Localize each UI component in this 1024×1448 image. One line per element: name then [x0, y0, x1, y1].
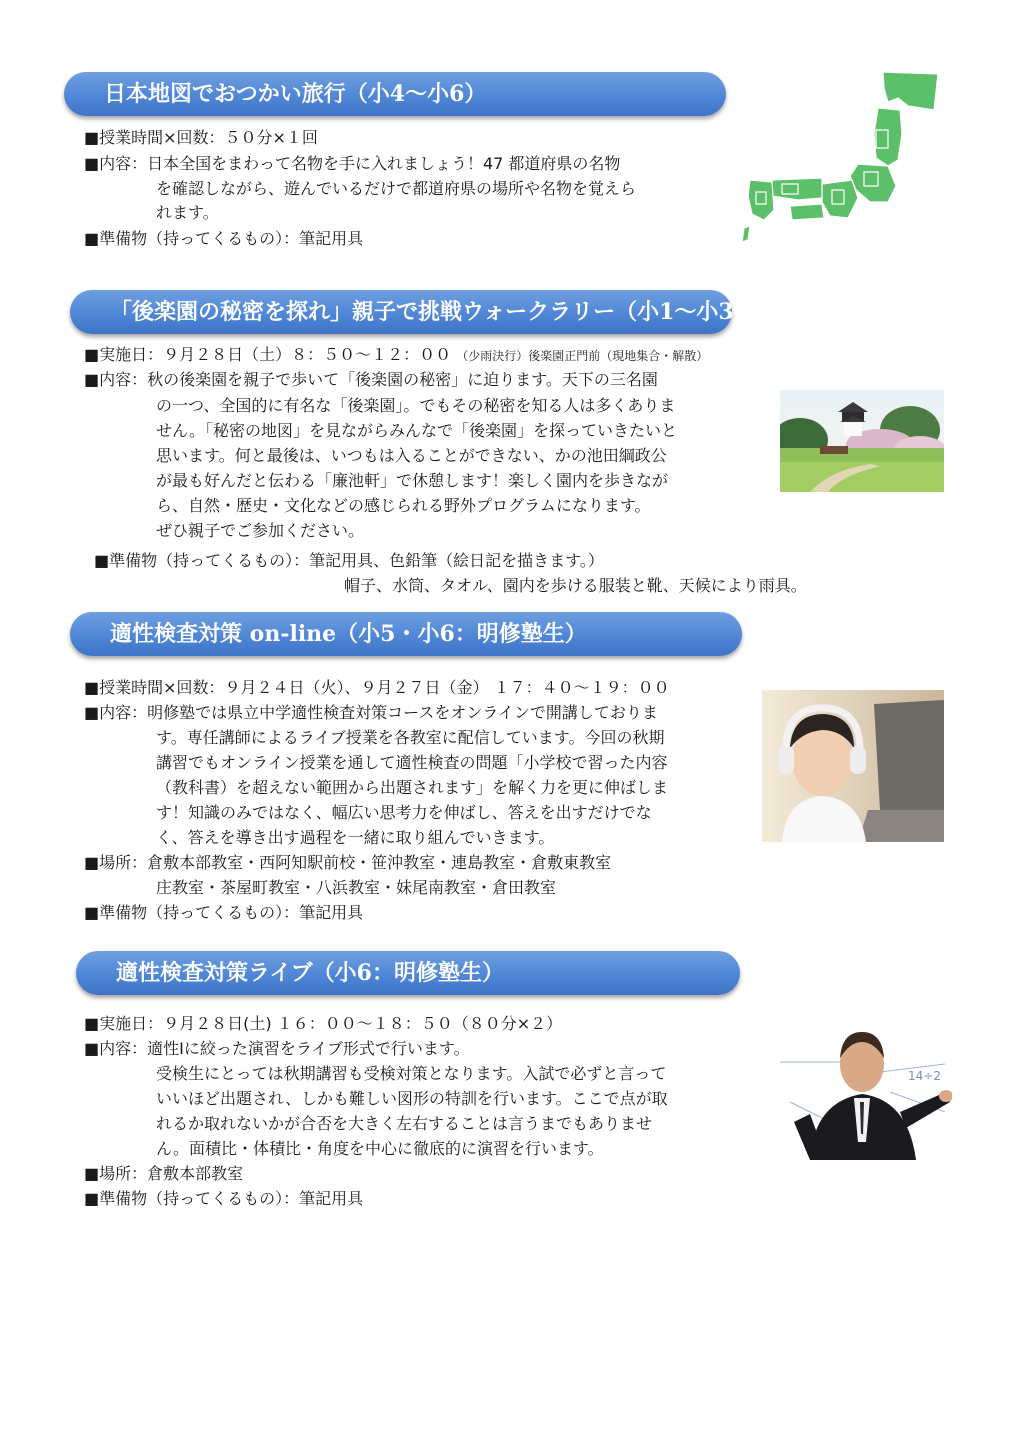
section-1-line-4: れます。	[156, 203, 219, 222]
section-3-line-2: ■内容：明修塾では県立中学適性検査対策コースをオンラインで開講しておりま	[84, 703, 658, 722]
student-headphones-photo	[762, 690, 944, 842]
section-2-line-1: ■内容：秋の後楽園を親子で歩いて「後楽園の秘密」に迫ります。天下の三名園	[84, 370, 658, 389]
japan-map-image	[738, 68, 950, 246]
garden-castle-photo	[780, 390, 944, 492]
section-2-line-2: の一つ、全国的に有名な「後楽園」。でもその秘密を知る人は多くありま	[156, 396, 676, 415]
section-2-line-4: 思います。何と最後は、いつもは入ることができない、かの池田綱政公	[156, 446, 667, 465]
section-3-line-1: ■授業時間×回数：９月２４日（火）、９月２７日（金） １７：４０～１９：００	[84, 678, 670, 697]
section-3-line-6: す！知識のみではなく、幅広い思考力を伸ばし、答えを出すだけでな	[156, 803, 652, 822]
section-4-line-3: 受検生にとっては秋期講習も受検対策となります。入試で必ずと言って	[156, 1064, 667, 1083]
section-1-title: 日本地図でおつかい旅行（小4～小6）	[64, 72, 726, 116]
section-4-line-6: ん。面積比・体積比・角度を中心に徹底的に演習を行います。	[156, 1139, 604, 1158]
svg-text:14÷2: 14÷2	[908, 1069, 941, 1083]
section-3-title: 適性検査対策 on-line（小5・小6：明修塾生）	[70, 612, 742, 656]
section-2-line-9: 帽子、水筒、タオル、園内を歩ける服装と靴、天候により雨具。	[344, 576, 807, 595]
section-3-line-7: く、答えを導き出す過程を一緒に取り組んでいきます。	[156, 828, 555, 847]
section-3-line-10: ■準備物（持ってくるもの）：筆記用具	[84, 903, 364, 922]
section-4-line-2: ■内容：適性Ⅰに絞った演習をライブ形式で行います。	[84, 1039, 470, 1058]
section-3-line-3: す。専任講師によるライブ授業を各教室に配信しています。今回の秋期	[156, 728, 665, 747]
section-2-line-7: ぜひ親子でご参加ください。	[156, 521, 365, 540]
section-2-date	[84, 344, 708, 367]
section-2-date-note: （少雨決行）後楽園正門前（現地集合・解散）	[456, 349, 709, 363]
section-3-line-8: ■場所：倉敷本部教室・西阿知駅前校・笹沖教室・連島教室・倉敷東教室	[84, 853, 612, 872]
section-4-line-4: いいほど出題され、しかも難しい図形の特訓を行います。ここで点が取	[156, 1089, 668, 1108]
section-1-line-5: ■準備物（持ってくるもの）：筆記用具	[84, 229, 364, 248]
section-4-title: 適性検査対策ライブ（小6：明修塾生）	[76, 951, 740, 995]
section-2-date-main: ■実施日：９月２８日（土）８：５０～１２：００	[84, 345, 452, 364]
teacher-photo	[770, 1002, 952, 1160]
section-4-line-5: れるか取れないかが合否を大きく左右することは言うまでもありませ	[156, 1114, 653, 1133]
section-3-line-9: 庄教室・茶屋町教室・八浜教室・妹尾南教室・倉田教室	[156, 878, 557, 897]
section-4-line-8: ■準備物（持ってくるもの）：筆記用具	[84, 1189, 364, 1208]
section-2-title: 「後楽園の秘密を探れ」親子で挑戦ウォークラリー（小1～小3）	[70, 290, 732, 334]
section-1-line-1: ■授業時間×回数：５０分×１回	[84, 128, 318, 147]
section-2-line-3: せん。「秘密の地図」を見ながらみんなで「後楽園」を探っていきたいと	[156, 421, 677, 440]
section-2-line-5: が最も好んだと伝わる「廉池軒」で休憩します！楽しく園内を歩きなが	[156, 471, 669, 490]
section-1-line-3: を確認しながら、遊んでいるだけで都道府県の場所や名物を覚えら	[156, 179, 637, 198]
section-3-line-4: 講習でもオンライン授業を通して適性検査の問題「小学校で習った内容	[156, 753, 668, 772]
section-2-line-8: ■準備物（持ってくるもの）：筆記用具、色鉛筆（絵日記を描きます。）	[94, 551, 604, 570]
section-1-line-2: ■内容：日本全国をまわって名物を手に入れましょう！47 都道府県の名物	[84, 154, 621, 173]
section-4-line-1: ■実施日：９月２８日(土) １６：００～１８：５０（８０分×２）	[84, 1014, 563, 1033]
section-4-line-7: ■場所：倉敷本部教室	[84, 1164, 244, 1183]
section-3-line-5: （教科書）を超えない範囲から出題されます」を解く力を更に伸ばしま	[156, 778, 669, 797]
section-2-line-6: ら、自然・歴史・文化などの感じられる野外プログラムになります。	[156, 496, 651, 515]
